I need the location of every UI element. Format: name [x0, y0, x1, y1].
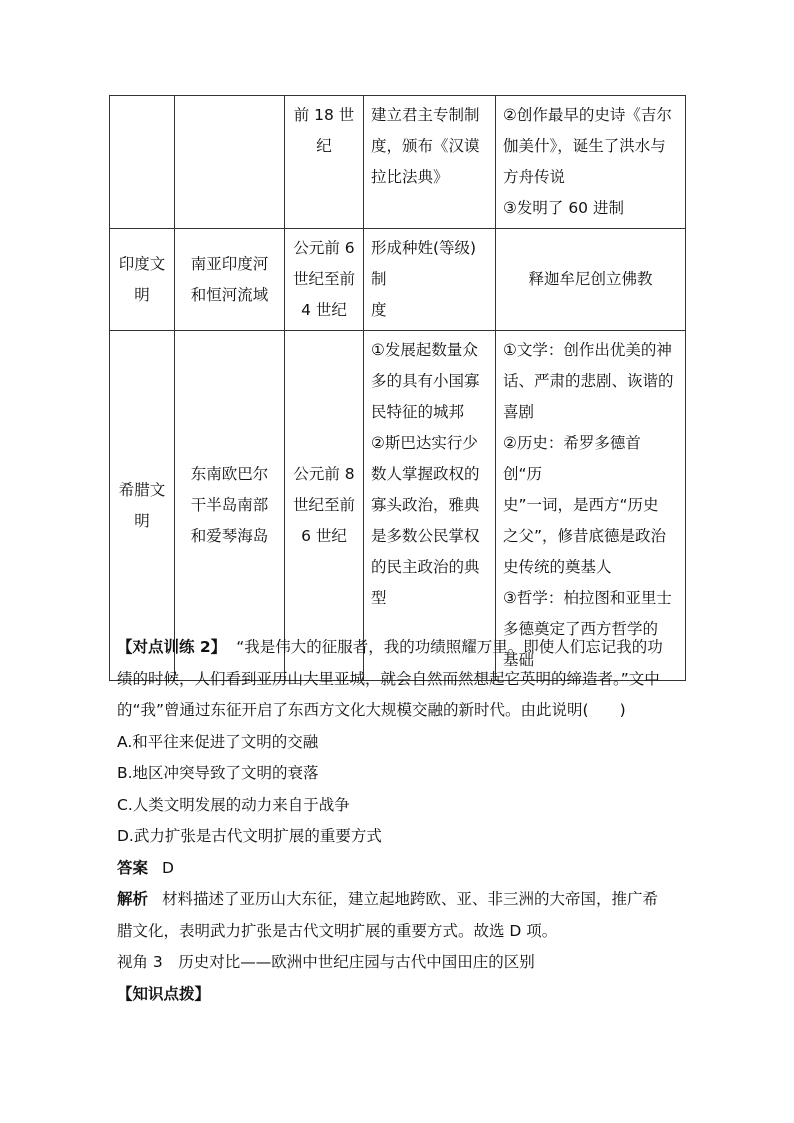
- cell-line: 公元前 6: [293, 239, 355, 257]
- cell-line: ②创作最早的史诗《吉尔: [503, 106, 672, 124]
- cell-line: 和爱琴海岛: [190, 527, 269, 545]
- cell-line: 方舟传说: [503, 168, 566, 186]
- politics-cell: [364, 229, 496, 331]
- cell-line: 和恒河流域: [190, 285, 269, 304]
- cell-line: 史传统的奠基人: [503, 558, 612, 576]
- cell-line: ②历史：希罗多德首创“历: [503, 434, 641, 483]
- cell-line: 公元前 8: [293, 465, 355, 483]
- option-a: A.和平往来促进了文明的交融: [117, 732, 319, 751]
- cell-line: 拉比法典》: [371, 168, 449, 186]
- culture-cell: [496, 331, 686, 681]
- cell-line: 是多数公民掌权: [371, 527, 480, 545]
- cell-line: 干半岛南部: [190, 496, 269, 514]
- question-line: 的“我”曾通过东征开启了东西方文化大规模交融的新时代。由此说明( ): [117, 701, 626, 719]
- period-cell: [285, 96, 364, 229]
- option-c: C.人类文明发展的动力来自于战争: [117, 795, 350, 814]
- cell-line: 基础: [503, 651, 535, 669]
- cell-line: 明: [134, 511, 150, 530]
- table-row: [110, 229, 686, 331]
- cell-line: ①文学：创作出优美的神: [503, 341, 672, 359]
- period-cell: [285, 331, 364, 681]
- region-cell: [175, 229, 285, 331]
- cell-line: 的民主政治的典: [371, 558, 480, 576]
- cell-line: ③哲学：柏拉图和亚里士: [503, 589, 672, 607]
- cell-line: 型: [371, 589, 387, 607]
- cell-line: 话、严肃的悲剧、诙谐的: [503, 372, 674, 390]
- cell-line: 伽美什》，诞生了洪水与: [503, 137, 666, 155]
- option-d: D.武力扩张是古代文明扩展的重要方式: [117, 827, 382, 845]
- politics-cell: [364, 331, 496, 681]
- cell-line: 多德奠定了西方哲学的: [503, 620, 659, 638]
- cell-line: 之父”，修昔底德是政治: [503, 527, 667, 545]
- cell-line: 希腊文: [118, 480, 166, 499]
- cell-line: 喜剧: [503, 403, 535, 421]
- question-line: 绩的时候，人们看到亚历山大里亚城，就会自然而然想起它英明的缔造者。”文中: [117, 669, 660, 688]
- cell-line: ②斯巴达实行少: [371, 434, 478, 452]
- table-row: [110, 96, 686, 229]
- cell-line: 6 世纪: [301, 527, 347, 545]
- culture-cell: [496, 96, 686, 229]
- civilization-name-cell: [110, 96, 175, 229]
- cell-line: 释迦牟尼创立佛教: [528, 270, 653, 288]
- cell-line: 4 世纪: [301, 301, 347, 319]
- civilization-name-cell: [110, 331, 175, 681]
- cell-line: 度: [371, 301, 387, 319]
- cell-line: 度，颁布《汉谟: [371, 137, 480, 155]
- answer-value: D: [162, 858, 174, 877]
- analysis-line: 腊文化，表明武力扩张是古代文明扩展的重要方式。故选 D 项。: [117, 921, 558, 940]
- period-cell: [285, 229, 364, 331]
- cell-line: 世纪至前: [292, 270, 355, 288]
- cell-line: 南亚印度河: [190, 254, 269, 273]
- analysis: [117, 884, 687, 947]
- cell-line: 建立君主专制制: [371, 106, 480, 124]
- region-cell: [175, 96, 285, 229]
- section-heading: 视角 3 历史对比——欧洲中世纪庄园与古代中国田庄的区别: [117, 953, 535, 971]
- table-row: [110, 331, 686, 681]
- exercise-question: [117, 632, 687, 727]
- cell-line: 形成种姓(等级)制: [371, 239, 477, 288]
- cell-line: 寡头政治，雅典: [371, 496, 480, 514]
- cell-line: 前 18 世纪: [293, 106, 355, 155]
- cell-line: 数人掌握政权的: [371, 465, 480, 483]
- cell-line: 史”一词，是西方“历史: [503, 496, 659, 514]
- analysis-line: 材料描述了亚历山大东征，建立起地跨欧、亚、非三洲的大帝国，推广希: [162, 890, 659, 908]
- cell-line: 印度文: [118, 254, 166, 273]
- civilization-table: [109, 95, 686, 681]
- cell-line: 民特征的城邦: [371, 403, 465, 421]
- exercise-label: 【对点训练 2】: [117, 638, 227, 656]
- politics-cell: [364, 96, 496, 229]
- answer-label: 答案: [117, 858, 149, 877]
- analysis-label: 解析: [117, 890, 149, 908]
- cell-line: ③发明了 60 进制: [503, 199, 624, 217]
- section-subheading: 【知识点拨】: [117, 984, 211, 1003]
- cell-line: 多的具有小国寡: [371, 372, 480, 390]
- civilization-name-cell: [110, 229, 175, 331]
- exercise-section: [117, 632, 687, 1010]
- answer: [117, 853, 687, 885]
- region-cell: [175, 331, 285, 681]
- civilization-table-body: [110, 96, 686, 681]
- cell-line: 世纪至前: [292, 496, 355, 514]
- question-line: “我是伟大的征服者，我的功绩照耀万里。即使人们忘记我的功: [236, 638, 663, 656]
- culture-cell: [496, 229, 686, 331]
- cell-line: 明: [134, 285, 150, 304]
- cell-line: 东南欧巴尔: [190, 465, 269, 483]
- option-b: B.地区冲突导致了文明的衰落: [117, 764, 319, 782]
- cell-line: ①发展起数量众: [371, 341, 478, 359]
